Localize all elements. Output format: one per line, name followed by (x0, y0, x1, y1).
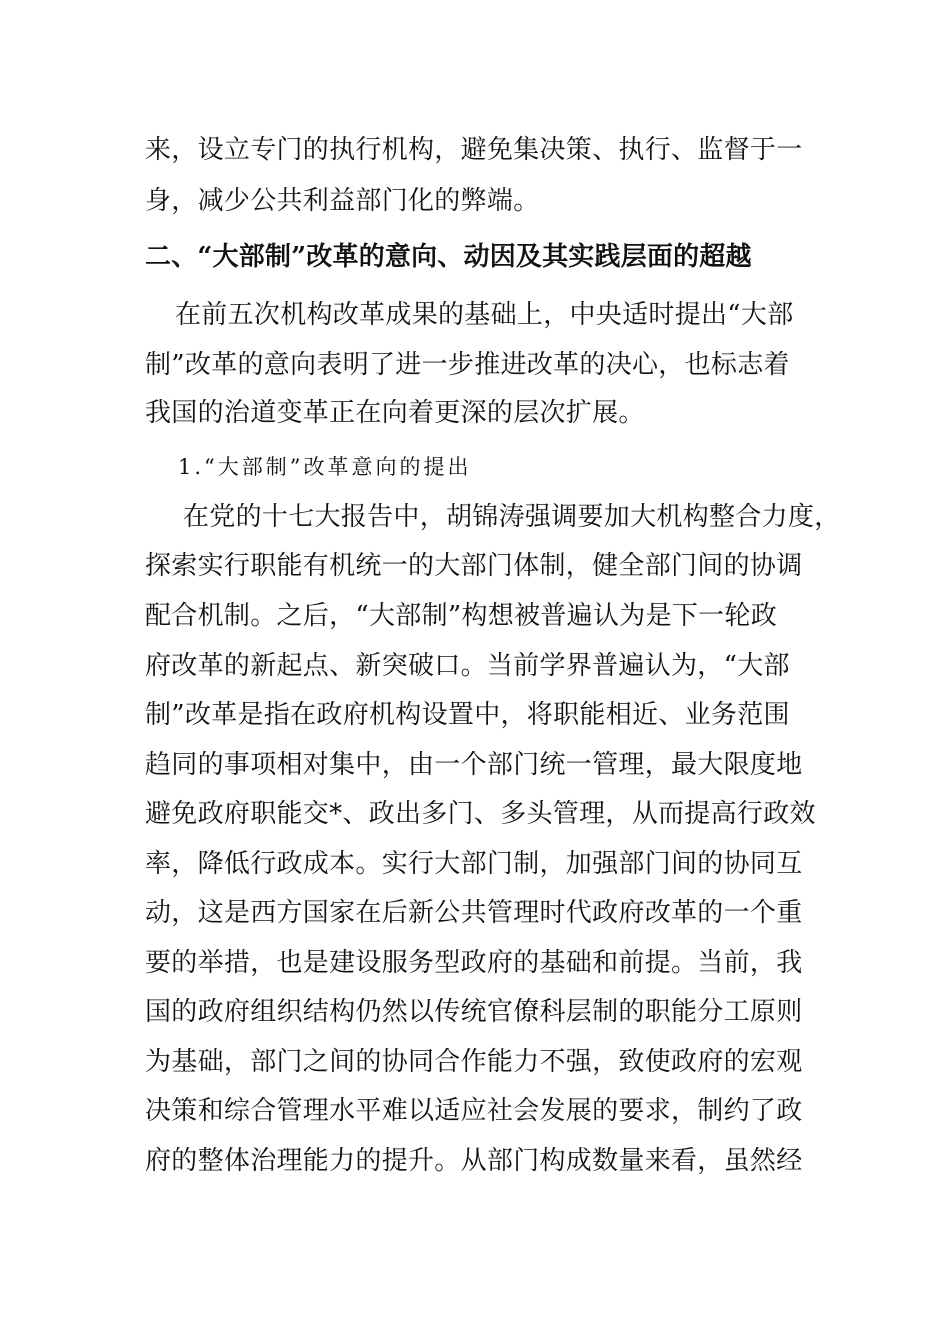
paragraph-line: 来，设立专门的执行机构，避免集决策、执行、监督于一 (145, 135, 803, 165)
paragraph-line: 在党的十七大报告中，胡锦涛强调要加大机构整合力度， (183, 502, 841, 532)
paragraph-line: 探索实行职能有机统一的大部门体制，健全部门间的协调 (145, 551, 803, 581)
paragraph-line: 避免政府职能交*、政出多门、多头管理，从而提高行政效 (145, 799, 816, 829)
paragraph-line: 趋同的事项相对集中，由一个部门统一管理，最大限度地 (145, 750, 803, 780)
paragraph-line: 率，降低行政成本。实行大部门制，加强部门间的协同互 (145, 849, 803, 879)
paragraph-line: 配合机制。之后，“大部制”构想被普遍认为是下一轮政 (145, 601, 778, 631)
paragraph-line: 国的政府组织结构仍然以传统官僚科层制的职能分工原则 (145, 997, 803, 1027)
subsection-heading: 1.“大部制”改革意向的提出 (178, 455, 472, 479)
paragraph-line: 为基础，部门之间的协同合作能力不强，致使政府的宏观 (145, 1047, 803, 1077)
paragraph-line: 动，这是西方国家在后新公共管理时代政府改革的一个重 (145, 898, 803, 928)
paragraph-line: 决策和综合管理水平难以适应社会发展的要求，制约了政 (145, 1096, 803, 1126)
paragraph-line: 我国的治道变革正在向着更深的层次扩展。 (145, 398, 645, 428)
section-heading: 二、“大部制”改革的意向、动因及其实践层面的超越 (145, 242, 752, 272)
paragraph-line: 制”改革的意向表明了进一步推进改革的决心，也标志着 (145, 350, 790, 380)
paragraph-line: 身，减少公共利益部门化的弊端。 (145, 186, 540, 216)
paragraph-line: 府改革的新起点、新突破口。当前学界普遍认为，“大部 (145, 651, 790, 681)
paragraph-line: 在前五次机构改革成果的基础上，中央适时提出“大部 (175, 300, 794, 330)
paragraph-line: 制”改革是指在政府机构设置中，将职能相近、业务范围 (145, 700, 790, 730)
paragraph-line: 府的整体治理能力的提升。从部门构成数量来看，虽然经 (145, 1146, 803, 1176)
paragraph-line: 要的举措，也是建设服务型政府的基础和前提。当前，我 (145, 948, 803, 978)
